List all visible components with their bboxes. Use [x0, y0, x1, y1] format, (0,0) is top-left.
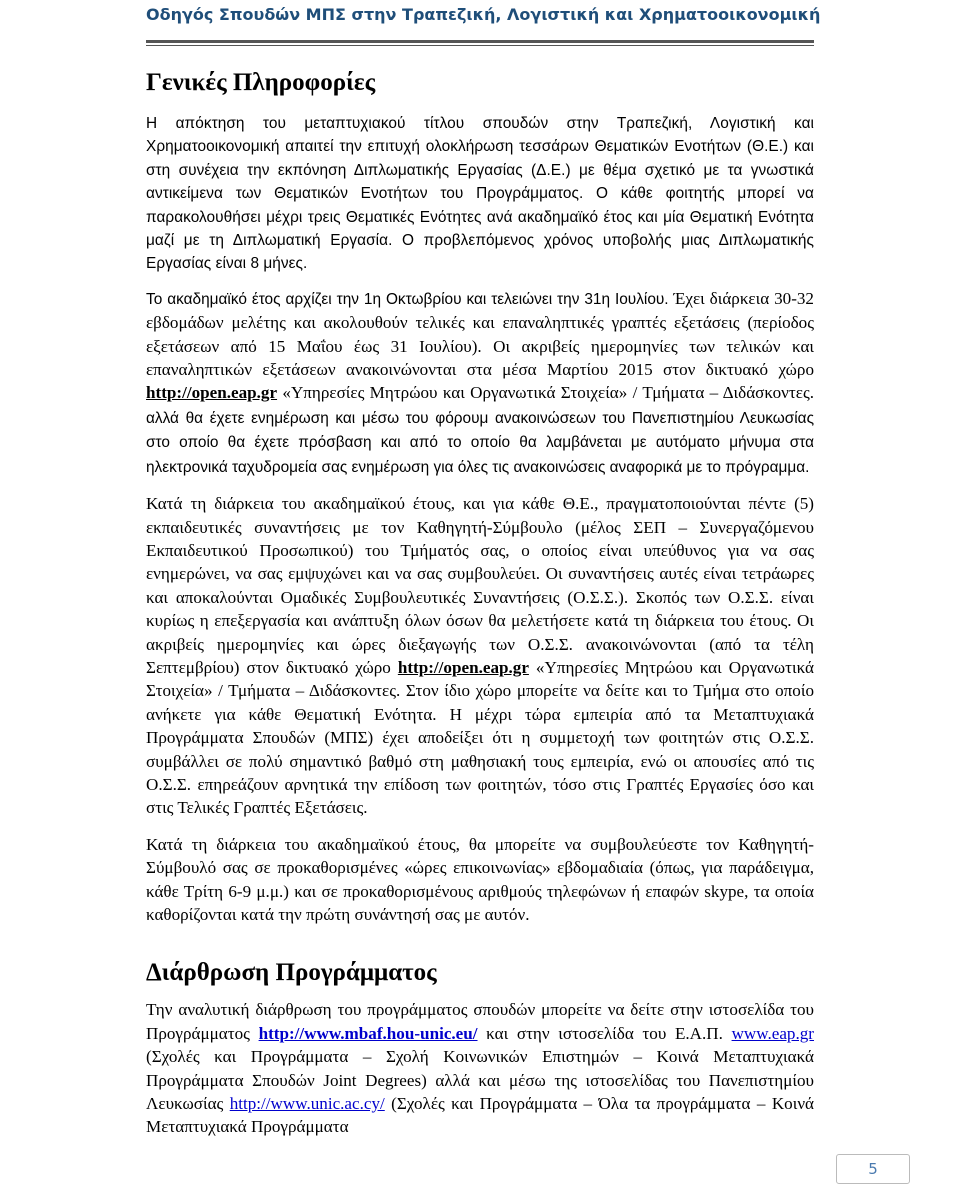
open-eap-link-2[interactable]: http://open.eap.gr	[397, 657, 529, 677]
paragraph-degree-requirements: Η απόκτηση του μεταπτυχιακού τίτλου σπουδών στην Τραπεζική, Λογιστική και Χρηματοοικονομική απαιτεί την επιτυχή ολοκλήρωση τεσσάρων Θεματικών Ενοτήτων (Θ.Ε.) και στη συνέχεια την εκπόνηση Διπλωματικής Εργασίας (Δ.Ε.) με θέμα σχετικό με τα γνωστικά αντικείμενα των Θεματικών Ενοτήτων του Προγράμματος. Ο κάθε φοιτητής μπορεί να παρακολουθήσει μέχρι τρεις Θεματικές Ενότητες ανά ακαδημαϊκό έτος και μία Θεματική Ενότητα μαζί με τη Διπλωματική Εργασία. Ο προβλεπόμενος χρόνος υποβολής μιας Διπλωματικής Εργασίας είναι 8 μήνες.	[146, 115, 814, 273]
structure-text: Την αναλυτική διάρθρωση του προγράμματος σπουδών μπορείτε να δείτε στην ιστοσελίδα του Προγράμματος	[146, 1000, 814, 1043]
document-title: Οδηγός Σπουδών ΜΠΣ στην Τραπεζική, Λογιστική και Χρηματοοικονομική	[146, 5, 821, 24]
section-title-program-structure: Διάρθρωση Προγράμματος	[146, 959, 437, 987]
academic-year-text-2: «Υπηρεσίες Μητρώου και Οργανωτικά Στοιχεία» / Τμήματα – Διδάσκοντες.	[277, 383, 814, 403]
paragraph-group-meetings	[146, 492, 814, 820]
academic-year-dates: Το ακαδημαϊκό έτος αρχίζει την 1η Οκτωβρίου και τελειώνει την 31η Ιουλίου.	[146, 290, 669, 308]
page-number: 5	[836, 1154, 910, 1184]
academic-year-text-3: αλλά θα έχετε ενημέρωση και μέσω του φόρουμ ανακοινώσεων του Πανεπιστημίου Λευκωσίας στο οποίο θα έχετε πρόσβαση και από το οποίο θα λαμβάνεται με αυτόματο μήνυμα στα ηλεκτρονικά ταχυδρομεία σας ενημέρωση για όλες τις ανακοινώσεις αναφορικά με το πρόγραμμα.	[146, 409, 814, 476]
eap-link[interactable]: www.eap.gr	[731, 1023, 814, 1043]
open-eap-link[interactable]: http://open.eap.gr	[146, 383, 278, 403]
group-meetings-text: Κατά τη διάρκεια του ακαδημαϊκού έτους, και για κάθε Θ.Ε., πραγματοποιούνται πέντε (5) εκπαιδευτικές συναντήσεις με τον Καθηγητή-Σύμβουλο (μέλος ΣΕΠ – Συνεργαζόμενου Εκπαιδευτικού Προσωπικού) του Τμήματός σας, ο οποίος είναι υπεύθυνος για να σας ενημερώνει, να σας εμψυχώνει και να σας συμβουλεύει. Οι συναντήσεις αυτές είναι τετράωρες και αποκαλούνται Ομαδικές Συμβουλευτικές Συναντήσεις (Ο.Σ.Σ.). Σκοπός των Ο.Σ.Σ. είναι κυρίως η επεξεργασία και ανάπτυξη όλων όσων θα μελετήσετε κατά τη διάρκεια του έτους. Οι ακριβείς ημερομηνίες και ώρες διεξαγωγής των Ο.Σ.Σ. ανακοινώνονται (από τα τέλη Σεπτεμβρίου) στον δικτυακό χώρο	[146, 494, 814, 677]
header-divider	[146, 40, 814, 46]
running-header	[0, 0, 960, 40]
group-meetings-text-2: «Υπηρεσίες Μητρώου και Οργανωτικά Στοιχεία» / Τμήματα – Διδάσκοντες. Στον ίδιο χώρο μπορείτε να δείτε και το Τμήμα στο οποίο ανήκετε για κάθε Θεματική Ενότητα. Η μέχρι τώρα εμπειρία από τα Μεταπτυχιακά Προγράμματα Σπουδών (ΜΠΣ) έχει αποδείξει ότι η συμμετοχή των φοιτητών στις Ο.Σ.Σ. συμβάλλει σε πολύ σημαντικό βαθμό στη μαθησιακή τους εμπειρία, ενώ οι απουσίες από τις Ο.Σ.Σ. επηρεάζουν αρνητικά την επίδοση των φοιτητών, τόσο στις Γραπτές Εργασίες όσο και στις Τελικές Γραπτές Εξετάσεις.	[146, 657, 814, 818]
paragraph-office-hours: Κατά τη διάρκεια του ακαδημαϊκού έτους, θα μπορείτε να συμβουλεύεστε τον Καθηγητή-Σύμβουλό σας σε προκαθορισμένες «ώρες επικοινωνίας» εβδομαδιαία (όπως, για παράδειγμα, κάθε Τρίτη 6-9 μ.μ.) και σε προκαθορισμένους αριθμούς τηλεφώνων ή επαφών skype, τα οποία καθορίζονται κατά την πρώτη συνάντησή σας με αυτόν.	[146, 834, 814, 924]
paragraph-academic-year	[146, 287, 814, 479]
mbaf-link[interactable]: http://www.mbaf.hou-unic.eu/	[258, 1023, 478, 1043]
section-title-general-info: Γενικές Πληροφορίες	[146, 69, 376, 96]
page-content	[146, 66, 814, 1139]
unic-link[interactable]: http://www.unic.ac.cy/	[229, 1094, 385, 1114]
structure-text-4: (Σχολές και Προγράμματα – Όλα τα προγράμματα – Κοινά Μεταπτυχιακά Προγράμματα	[146, 1094, 815, 1137]
paragraph-program-structure	[146, 998, 814, 1138]
structure-text-2: και στην ιστοσελίδα του Ε.Α.Π.	[477, 1023, 732, 1043]
academic-year-text: Έχει διάρκεια 30-32 εβδομάδων μελέτης και ακολουθούν τελικές και επαναληπτικές γραπτές εξετάσεις (περίοδος εξετάσεων από 15 Μαΐου έως 31 Ιουλίου). Οι ακριβείς ημερομηνίες των τελικών και επαναληπτικών εξετάσεων ανακοινώνονται στα μέσα Μαρτίου 2015 στον δικτυακό χώρο	[146, 288, 814, 380]
structure-text-3: (Σχολές και Προγράμματα – Σχολή Κοινωνικών Επιστημών – Κοινά Μεταπτυχιακά Προγράμματα Σπουδών Joint Degrees) αλλά και μέσω της ιστοσελίδας του Πανεπιστημίου Λευκωσίας	[146, 1047, 814, 1114]
